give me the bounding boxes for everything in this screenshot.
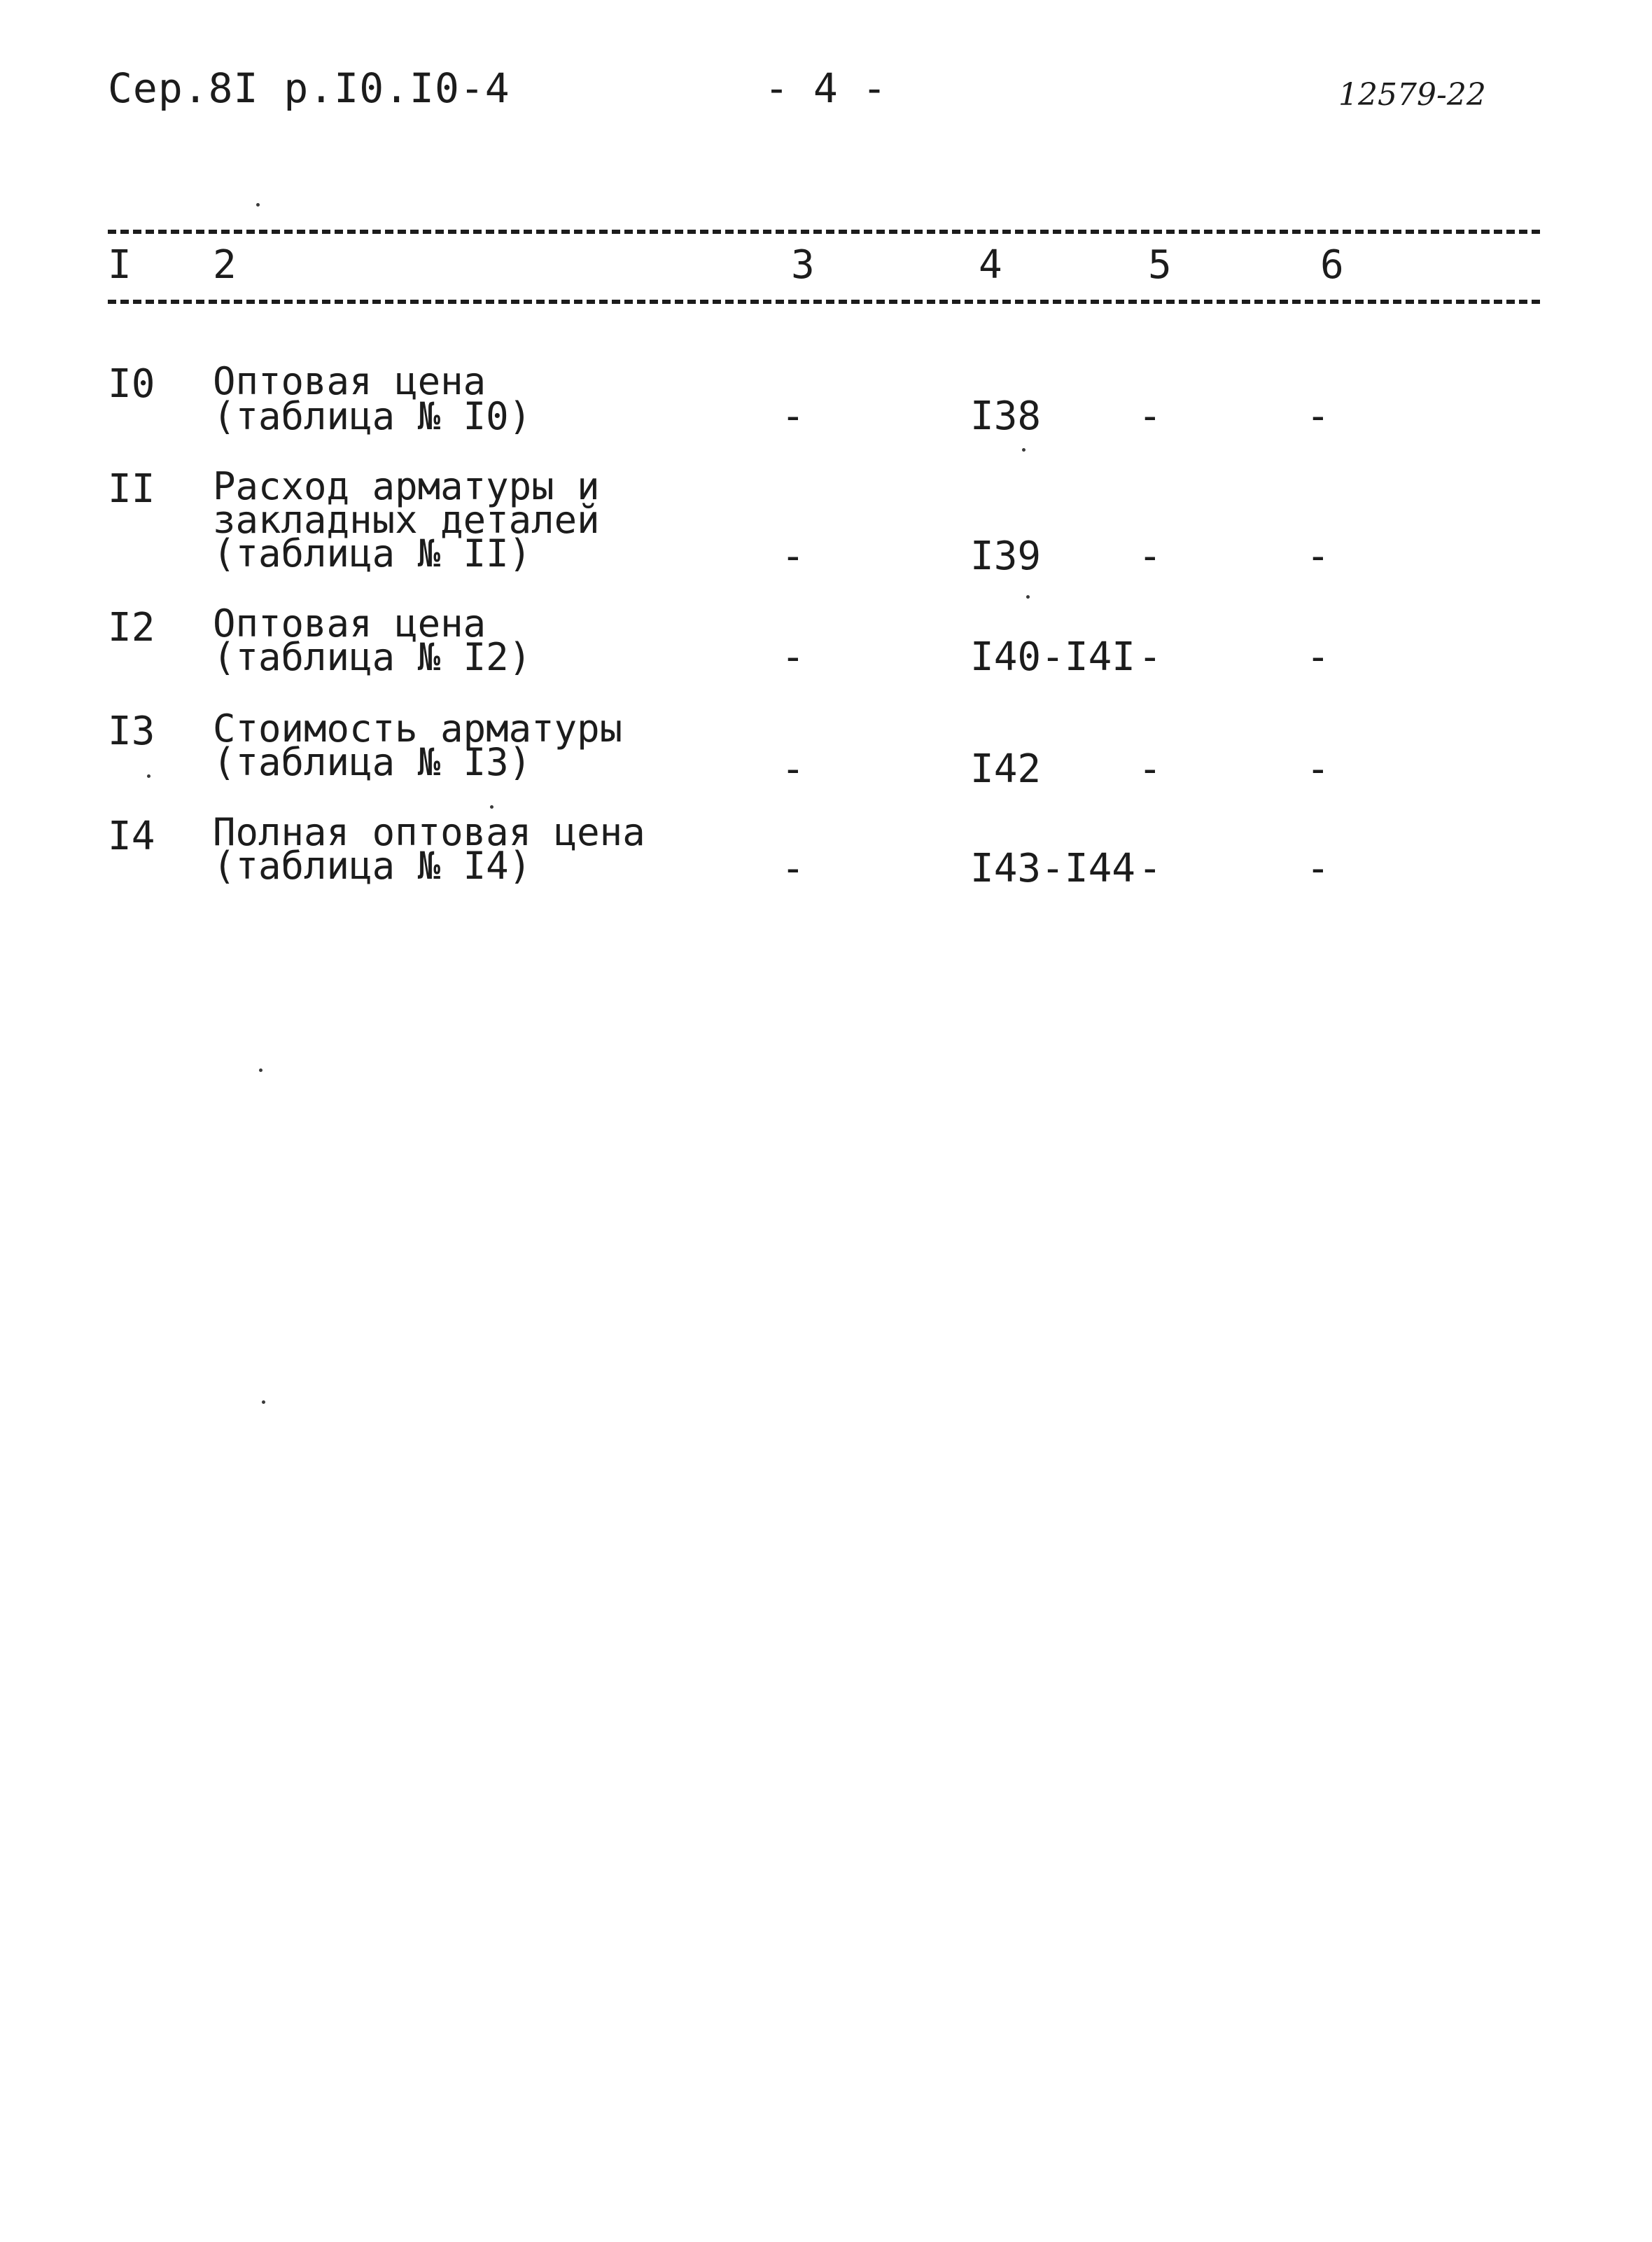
- column-header-6: 6: [1320, 242, 1344, 288]
- scan-speck: [262, 1400, 265, 1404]
- row-cell-col4: I42: [970, 746, 1042, 792]
- row-description-line: Оптовая цена: [213, 601, 486, 646]
- row-description-line: (таблица № I3): [213, 740, 532, 784]
- row-description-line: Полная оптовая цена: [213, 810, 645, 854]
- page-number: - 4 -: [764, 64, 887, 112]
- column-header-1: I: [108, 242, 132, 288]
- row-description-line: (таблица № I4): [213, 844, 532, 888]
- row-cell-col4: I39: [970, 534, 1042, 579]
- scan-speck: [1026, 595, 1030, 599]
- row-cell-col5: -: [1138, 634, 1162, 680]
- row-cell-col5: -: [1138, 534, 1162, 579]
- handwritten-stamp-number: 12579-22: [1338, 77, 1486, 113]
- row-description-line: Расход арматуры и: [213, 464, 600, 508]
- scan-speck: [259, 1068, 262, 1072]
- row-cell-col5: -: [1138, 846, 1162, 891]
- document-series-code: Сер.8I р.I0.I0-4: [108, 64, 510, 112]
- row-cell-col3: -: [781, 746, 805, 792]
- row-cell-col6: -: [1306, 534, 1330, 579]
- row-number: II: [108, 466, 155, 512]
- row-cell-col3: -: [781, 534, 805, 579]
- row-number: I0: [108, 361, 155, 407]
- row-cell-col4: I38: [970, 394, 1042, 439]
- column-header-2: 2: [213, 242, 237, 288]
- row-cell-col4: I43-I44: [970, 846, 1136, 891]
- row-description-line: Оптовая цена: [213, 359, 486, 403]
- row-cell-col4: I40-I4I: [970, 634, 1136, 680]
- row-description-line: закладных деталей: [213, 498, 600, 542]
- row-cell-col6: -: [1306, 846, 1330, 891]
- row-cell-col5: -: [1138, 394, 1162, 439]
- row-cell-col3: -: [781, 634, 805, 680]
- table-header-rule: [108, 300, 1540, 304]
- row-description-line: (таблица № II): [213, 531, 532, 576]
- row-number: I2: [108, 605, 155, 650]
- row-number: I3: [108, 709, 155, 754]
- scan-speck: [1022, 448, 1026, 452]
- row-cell-col3: -: [781, 394, 805, 439]
- column-header-4: 4: [979, 242, 1002, 288]
- row-cell-col6: -: [1306, 634, 1330, 680]
- row-description-line: (таблица № I0): [213, 394, 532, 438]
- row-number: I4: [108, 814, 155, 859]
- row-cell-col3: -: [781, 846, 805, 891]
- table-top-rule: [108, 230, 1540, 234]
- scan-speck: [256, 203, 260, 207]
- row-description-line: Стоимость арматуры: [213, 706, 623, 751]
- scan-speck: [490, 805, 493, 809]
- column-header-5: 5: [1148, 242, 1172, 288]
- row-description-line: (таблица № I2): [213, 635, 532, 679]
- row-cell-col6: -: [1306, 394, 1330, 439]
- scan-speck: [147, 774, 150, 778]
- row-cell-col6: -: [1306, 746, 1330, 792]
- column-header-3: 3: [791, 242, 815, 288]
- row-cell-col5: -: [1138, 746, 1162, 792]
